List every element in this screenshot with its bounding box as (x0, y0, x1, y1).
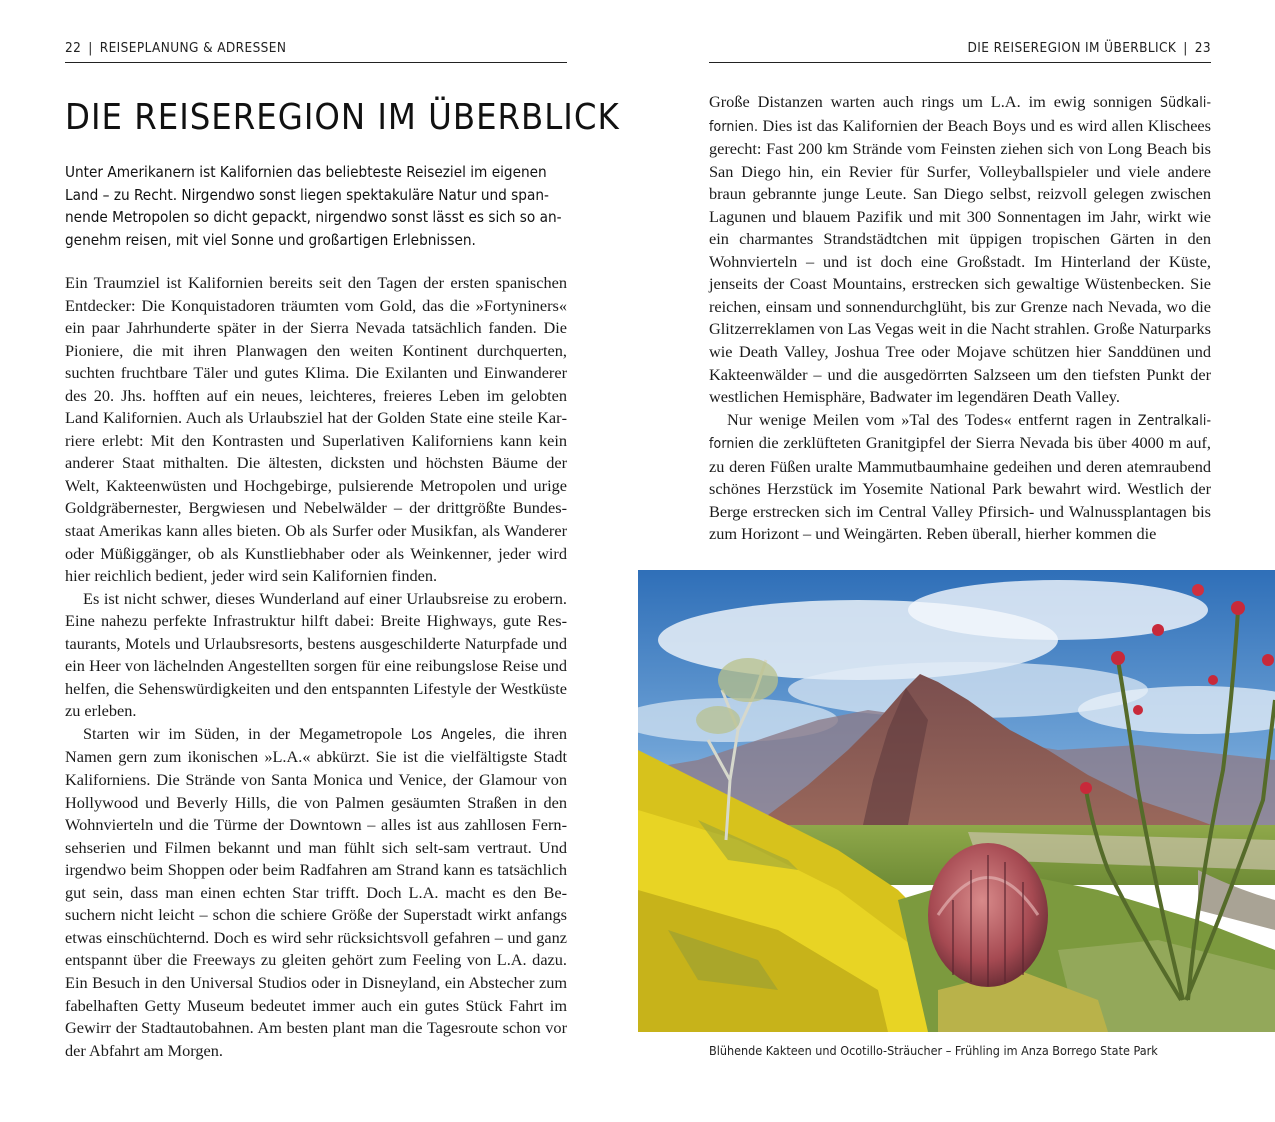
paragraph (709, 409, 1211, 546)
paragraph-text: Große Distanzen warten auch rings um L.A. im ewig sonnigen (709, 92, 1160, 111)
paragraph-text: Dies ist das Kalifornien der Beach Boys und es wird allen Klischees gerecht: Fast 200 km Strände vom Feinsten ziehen sich von Long Beach bis San Diego hin, ein Revier für Surfer, Volleyballspieler und viele andere braun gebrannte junge Leute. San Diego selbst, reizvoll gelegen zwischen Lagunen und blauem Pazifik und mit 300 Sonnentagen im Jahr, wirkt wie ein charmantes Strandstädtchen mit üppigen tropischen Gärten in den Wohnvierteln – und ist doch eine Großstadt. Im Hinterland der Küste, jenseits der Coast Mountains, erstrecken sich gewaltige Wüstenbecken. Sie reichen, einsam und sonnendurchglüht, bis zur Grenze nach Nevada, wo die Glitzerreklamen von Las Vegas weit in die Nacht strahlen. Große Naturparks wie Death Valley, Joshua Tree oder Mojave schützen hier Sanddünen und Kakteenwälder – und die ausgedörrten Salzseen um den tiefsten Punkt der westlichen Hemisphäre, Badwater im legendären Death Valley. (709, 115, 1211, 407)
body-text-left (65, 272, 567, 1062)
paragraph (709, 91, 1211, 409)
running-header (65, 38, 567, 63)
place-highlight: Los Angeles, (410, 726, 497, 743)
paragraph-text: Nur wenige Meilen vom »Tal des Todes« entfernt ragen in (727, 409, 1138, 429)
desert-bloom-photo (638, 570, 1275, 1032)
region-highlight: Südkalifornien. (709, 95, 1211, 135)
section-title: REISEPLANUNG & ADRESSEN (99, 40, 287, 56)
header-separator: | (1183, 40, 1188, 56)
page-number: 23 (1194, 40, 1211, 56)
paragraph-text: Starten wir im Süden, in der Megametropole (83, 723, 411, 743)
paragraph: Ein Traumziel ist Kalifornien bereits seit den Tagen der ersten spanischen Entdecker: Die Konquistadoren träumten vom Gold, das die »Fortyniners« ein paar Jahrhunderte später in der Sierra Nevada tatsächlich fanden. Die Pioniere, die mit ihren Planwagen den weiten Kontinent durchquerten, suchten fruchtbare Täler und gutes Klima. Die Exilanten und Einwanderer des 20. Jhs. hofften auf ein neues, leichteres, freieres Leben im gelobten Land Kalifornien. Auch als Urlaubsziel hat der Golden State eine steile Karriere erlebt: Mit den Kontrasten und Superlativen Kaliforniens kann kein anderer Staat mithalten. Die ältesten, dicksten und höchsten Bäume der Welt, Kakteenwüsten und Hochgebirge, pulsierende Metropolen und urige Goldgräbernester, Bergwiesen und Nebelwälder – der drittgrößte Bundesstaat Amerikas kann alles bieten. Ob als Surfer oder Musikfan, als Wanderer oder Müßiggänger, ob als Kunstliebhaber oder als Weinkenner, jeder wird hier reichlich bedient, jeder wird sein Kalifornien finden. (65, 273, 567, 586)
running-header (709, 38, 1211, 63)
paragraph (65, 723, 567, 1062)
left-page (0, 0, 637, 1122)
paragraph: Es ist nicht schwer, dieses Wunderland auf einer Urlaubsreise zu erobern. Eine nahezu perfekte Infrastruktur hilft dabei: Breite Highways, gute Restaurants, Motels und Urlaubsresorts, bestens ausgeschilderte Naturpfade und ein Heer von lächelnden Angestellten sorgen für eine reibungslose Reise und helfen, die Sehenswürdigkeiten und den entspannten Lifestyle der Westküste zu erleben. (65, 588, 567, 721)
region-highlight: Zentralkalifornien (709, 412, 1211, 453)
paragraph-text: die zerklüfteten Granitgipfel der Sierra Nevada bis über 4000 m auf, zu deren Füßen uralte Mammutbaumhaine gedeihen und deren atemraubend schönes Herzstück im Yosemite National Park bewahrt wird. Westlich der Berge erstrecken sich im Central Valley Pfirsich- und Walnussplantagen bis zum Horizont – und Weingärten. Reben überall, hierher kommen die (709, 433, 1211, 544)
page-number: 22 (65, 40, 82, 56)
header-separator: | (88, 40, 93, 56)
body-text-right (709, 91, 1211, 546)
paragraph-text: die ihren Namen gern zum ikonischen »L.A.« abkürzt. Sie ist die vielfältigste Stadt Kaliforniens. Die Strände von Santa Monica und Venice, der Glamour von Hollywood und Beverly Hills, die von Palmen gesäumten Straßen in den Wohnvierteln und die Türme der Downtown – alles ist aus zahllosen Fernsehserien und Filmen bekannt und man fühlt sich selt-sam vertraut. Und irgendwo beim Shoppen oder beim Radfahren am Strand kann es tatsächlich gut sein, dass man einen echten Star trifft. Doch L.A. macht es den Besuchern nicht leicht – schon die schiere Größe der Superstadt wirkt anfangs etwas einschüchternd. Doch es wird sehr rücksichtsvoll gefahren – und ganz entspannt über die Freeways zu gleiten gehört zum Feeling von L.A. dazu. Ein Besuch in den Universal Studios oder in Disneyland, ein Abstecher zum fabelhaften Getty Museum bedeutet immer auch ein gutes Stück Fahrt im Gewirr der Stadtautobahnen. Am besten plant man die Tagesroute schon vor der Abfahrt am Morgen. (65, 723, 567, 1060)
photo-caption: Blühende Kakteen und Ocotillo-Sträucher – Frühling im Anza Borrego State Park (709, 1043, 1158, 1058)
lead-paragraph: Unter Amerikanern ist Kalifornien das beliebteste Reiseziel im eigenen Land – zu Recht. Nirgendwo sonst liegen spektakuläre Natur und spannende Metropolen so dicht gepackt, nirgendwo sonst lässt es sich so angenehm reisen, mit viel Sonne und großartigen Erlebnissen. (65, 163, 562, 249)
page-title: DIE REISEREGION IM ÜBERBLICK (65, 97, 620, 138)
section-title: DIE REISEREGION IM ÜBERBLICK (967, 40, 1177, 56)
right-page (637, 0, 1275, 1122)
